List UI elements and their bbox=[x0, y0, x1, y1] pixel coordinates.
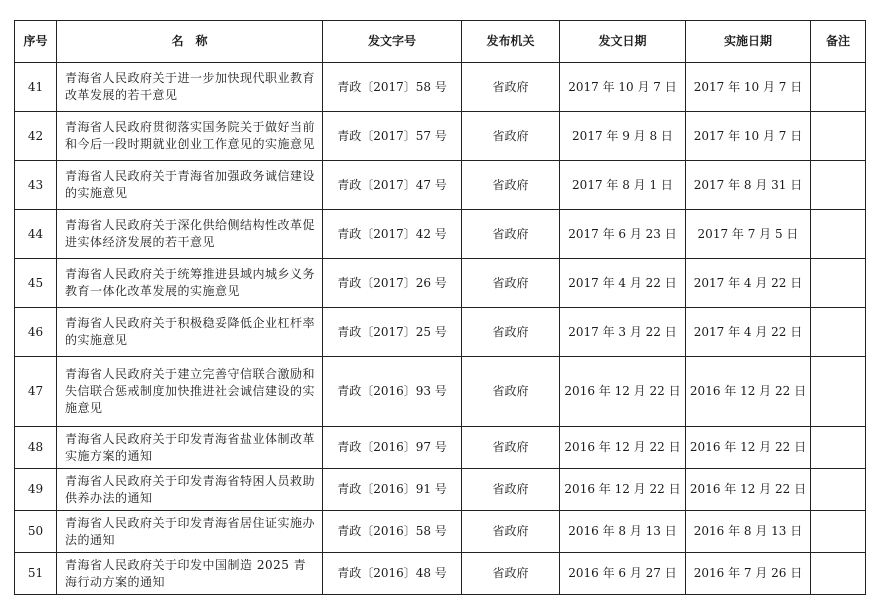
row-issuer: 省政府 bbox=[462, 511, 560, 553]
row-issue-date: 2016 年 6 月 27 日 bbox=[560, 553, 686, 595]
table-row bbox=[15, 210, 866, 259]
row-remark bbox=[811, 161, 866, 210]
row-index: 43 bbox=[15, 161, 57, 210]
row-doc-no: 青政〔2017〕42 号 bbox=[323, 210, 462, 259]
row-issue-date: 2016 年 8 月 13 日 bbox=[560, 511, 686, 553]
regulations-table bbox=[14, 20, 866, 595]
row-effective-date: 2017 年 4 月 22 日 bbox=[686, 308, 811, 357]
row-effective-date: 2016 年 12 月 22 日 bbox=[686, 427, 811, 469]
row-index: 41 bbox=[15, 63, 57, 112]
header-row bbox=[15, 21, 866, 63]
row-issuer: 省政府 bbox=[462, 427, 560, 469]
row-doc-no: 青政〔2016〕91 号 bbox=[323, 469, 462, 511]
row-name: 青海省人民政府关于印发中国制造 2025 青海行动方案的通知 bbox=[57, 553, 323, 595]
row-issue-date: 2017 年 6 月 23 日 bbox=[560, 210, 686, 259]
row-issuer: 省政府 bbox=[462, 259, 560, 308]
row-remark bbox=[811, 511, 866, 553]
row-remark bbox=[811, 259, 866, 308]
table-row bbox=[15, 63, 866, 112]
row-name: 青海省人民政府关于印发青海省盐业体制改革实施方案的通知 bbox=[57, 427, 323, 469]
row-doc-no: 青政〔2017〕26 号 bbox=[323, 259, 462, 308]
table-row bbox=[15, 112, 866, 161]
row-issuer: 省政府 bbox=[462, 357, 560, 427]
row-issuer: 省政府 bbox=[462, 161, 560, 210]
row-issuer: 省政府 bbox=[462, 308, 560, 357]
header-issue-date: 发文日期 bbox=[560, 21, 686, 63]
table-row bbox=[15, 427, 866, 469]
row-effective-date: 2017 年 7 月 5 日 bbox=[686, 210, 811, 259]
row-effective-date: 2016 年 12 月 22 日 bbox=[686, 469, 811, 511]
row-index: 45 bbox=[15, 259, 57, 308]
row-effective-date: 2016 年 8 月 13 日 bbox=[686, 511, 811, 553]
row-name: 青海省人民政府关于进一步加快现代职业教育改革发展的若干意见 bbox=[57, 63, 323, 112]
table-row bbox=[15, 469, 866, 511]
row-issuer: 省政府 bbox=[462, 553, 560, 595]
row-name: 青海省人民政府贯彻落实国务院关于做好当前和今后一段时期就业创业工作意见的实施意见 bbox=[57, 112, 323, 161]
table-row bbox=[15, 511, 866, 553]
table-row bbox=[15, 357, 866, 427]
row-remark bbox=[811, 112, 866, 161]
row-effective-date: 2017 年 10 月 7 日 bbox=[686, 63, 811, 112]
row-effective-date: 2017 年 4 月 22 日 bbox=[686, 259, 811, 308]
row-effective-date: 2016 年 7 月 26 日 bbox=[686, 553, 811, 595]
table-row bbox=[15, 259, 866, 308]
row-index: 49 bbox=[15, 469, 57, 511]
row-issue-date: 2017 年 4 月 22 日 bbox=[560, 259, 686, 308]
row-name: 青海省人民政府关于印发青海省特困人员救助供养办法的通知 bbox=[57, 469, 323, 511]
row-issue-date: 2016 年 12 月 22 日 bbox=[560, 357, 686, 427]
row-doc-no: 青政〔2016〕48 号 bbox=[323, 553, 462, 595]
row-name: 青海省人民政府关于积极稳妥降低企业杠杆率的实施意见 bbox=[57, 308, 323, 357]
row-issuer: 省政府 bbox=[462, 63, 560, 112]
row-doc-no: 青政〔2016〕58 号 bbox=[323, 511, 462, 553]
row-doc-no: 青政〔2016〕93 号 bbox=[323, 357, 462, 427]
row-index: 47 bbox=[15, 357, 57, 427]
table-row bbox=[15, 553, 866, 595]
row-name: 青海省人民政府关于印发青海省居住证实施办法的通知 bbox=[57, 511, 323, 553]
row-remark bbox=[811, 210, 866, 259]
table-row bbox=[15, 161, 866, 210]
row-index: 51 bbox=[15, 553, 57, 595]
row-name: 青海省人民政府关于青海省加强政务诚信建设的实施意见 bbox=[57, 161, 323, 210]
row-index: 50 bbox=[15, 511, 57, 553]
row-index: 48 bbox=[15, 427, 57, 469]
row-issue-date: 2017 年 8 月 1 日 bbox=[560, 161, 686, 210]
row-issuer: 省政府 bbox=[462, 469, 560, 511]
header-index: 序号 bbox=[15, 21, 57, 63]
row-issuer: 省政府 bbox=[462, 210, 560, 259]
header-remark: 备注 bbox=[811, 21, 866, 63]
row-index: 42 bbox=[15, 112, 57, 161]
table-row bbox=[15, 308, 866, 357]
row-name: 青海省人民政府关于建立完善守信联合激励和失信联合惩戒制度加快推进社会诚信建设的实施意见 bbox=[57, 357, 323, 427]
table-body bbox=[15, 63, 866, 595]
row-issue-date: 2017 年 3 月 22 日 bbox=[560, 308, 686, 357]
row-name: 青海省人民政府关于深化供给侧结构性改革促进实体经济发展的若干意见 bbox=[57, 210, 323, 259]
row-doc-no: 青政〔2017〕25 号 bbox=[323, 308, 462, 357]
row-remark bbox=[811, 308, 866, 357]
row-doc-no: 青政〔2016〕97 号 bbox=[323, 427, 462, 469]
row-remark bbox=[811, 427, 866, 469]
row-remark bbox=[811, 469, 866, 511]
row-effective-date: 2017 年 10 月 7 日 bbox=[686, 112, 811, 161]
row-effective-date: 2016 年 12 月 22 日 bbox=[686, 357, 811, 427]
row-name: 青海省人民政府关于统筹推进县域内城乡义务教育一体化改革发展的实施意见 bbox=[57, 259, 323, 308]
row-index: 44 bbox=[15, 210, 57, 259]
header-doc-no: 发文字号 bbox=[323, 21, 462, 63]
header-issuer: 发布机关 bbox=[462, 21, 560, 63]
row-issue-date: 2017 年 9 月 8 日 bbox=[560, 112, 686, 161]
header-name: 名 称 bbox=[57, 21, 323, 63]
row-effective-date: 2017 年 8 月 31 日 bbox=[686, 161, 811, 210]
row-issuer: 省政府 bbox=[462, 112, 560, 161]
header-effective-date: 实施日期 bbox=[686, 21, 811, 63]
row-remark bbox=[811, 357, 866, 427]
row-doc-no: 青政〔2017〕47 号 bbox=[323, 161, 462, 210]
row-remark bbox=[811, 553, 866, 595]
row-issue-date: 2017 年 10 月 7 日 bbox=[560, 63, 686, 112]
row-index: 46 bbox=[15, 308, 57, 357]
row-remark bbox=[811, 63, 866, 112]
row-doc-no: 青政〔2017〕57 号 bbox=[323, 112, 462, 161]
row-issue-date: 2016 年 12 月 22 日 bbox=[560, 469, 686, 511]
row-issue-date: 2016 年 12 月 22 日 bbox=[560, 427, 686, 469]
row-doc-no: 青政〔2017〕58 号 bbox=[323, 63, 462, 112]
